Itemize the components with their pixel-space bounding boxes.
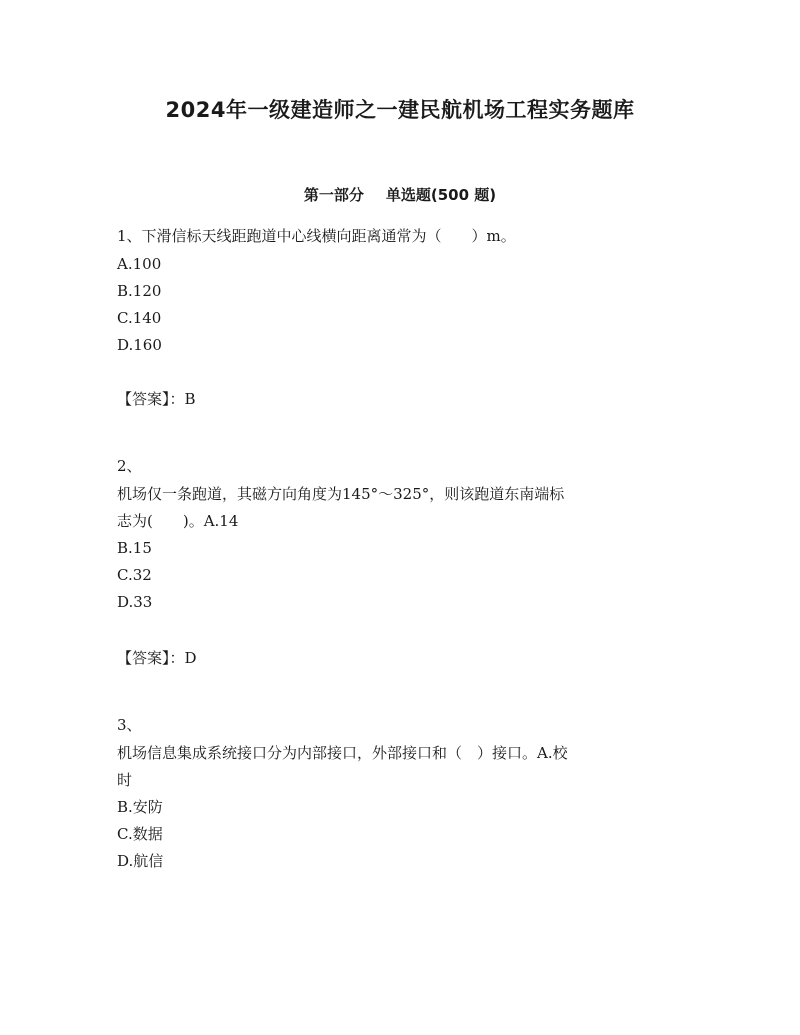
question-2-answer: 【答案】：D bbox=[117, 649, 197, 667]
question-1-option-b: B.120 bbox=[117, 282, 162, 300]
question-2-number: 2、 bbox=[117, 457, 142, 475]
question-2-option-d: D.33 bbox=[117, 593, 153, 611]
question-3-stem-line-2: 时 bbox=[117, 771, 133, 789]
question-1-stem: 1、下滑信标天线距跑道中心线横向距离通常为（ ）m。 bbox=[117, 227, 516, 245]
section-name: 单选题(500 题) bbox=[385, 186, 497, 204]
question-1-answer: 【答案】：B bbox=[117, 390, 196, 408]
question-2-stem-line-2: 志为( )。A.14 bbox=[117, 512, 239, 530]
question-1-option-a: A.100 bbox=[117, 255, 162, 273]
question-3-number: 3、 bbox=[117, 716, 142, 734]
question-3-option-d: D.航信 bbox=[117, 852, 164, 870]
question-1-option-c: C.140 bbox=[117, 309, 162, 327]
question-2-option-c: C.32 bbox=[117, 566, 152, 584]
question-2-stem-line-1: 机场仅一条跑道，其磁方向角度为145°～325°，则该跑道东南端标 bbox=[117, 485, 565, 503]
document-title: 2024年一级建造师之一建民航机场工程实务题库 bbox=[165, 98, 635, 122]
question-3-option-b: B.安防 bbox=[117, 798, 163, 816]
question-2-option-b: B.15 bbox=[117, 539, 152, 557]
question-1-option-d: D.160 bbox=[117, 336, 162, 354]
section-part: 第一部分 bbox=[303, 186, 364, 204]
section-heading bbox=[0, 184, 800, 205]
question-3-option-c: C.数据 bbox=[117, 825, 163, 843]
question-3-stem-line-1: 机场信息集成系统接口分为内部接口，外部接口和（ ）接口。A.校 bbox=[117, 744, 568, 762]
